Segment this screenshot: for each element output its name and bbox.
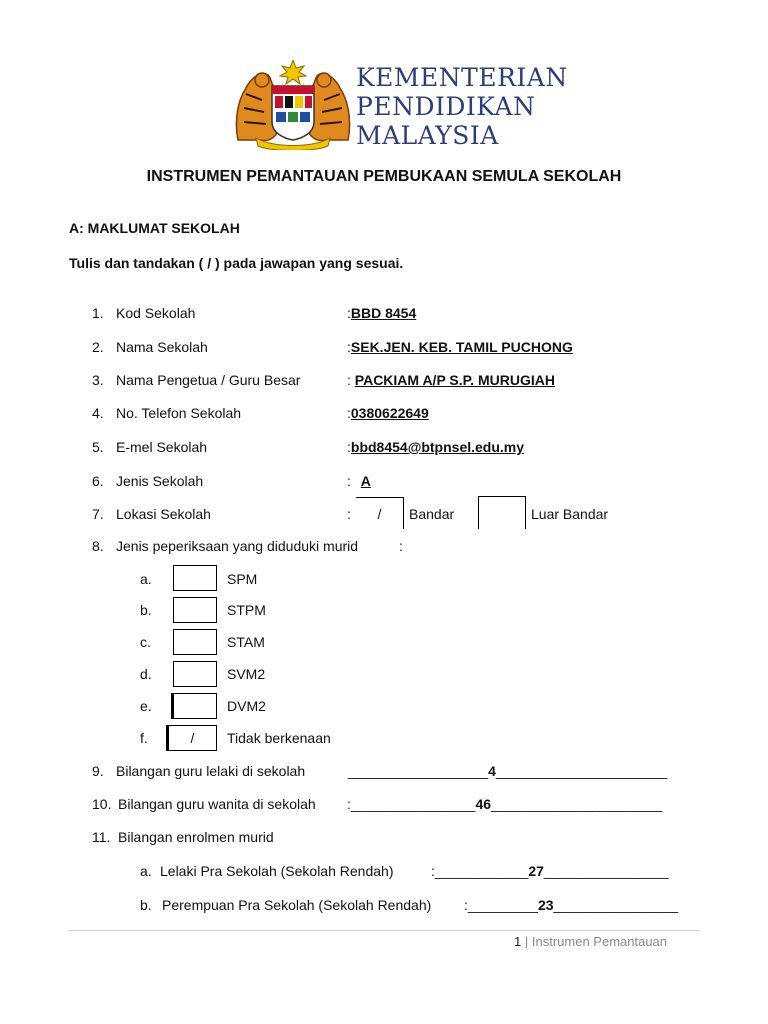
field-label: Lokasi Sekolah (116, 506, 211, 522)
field-label: Nama Pengetua / Guru Besar (116, 372, 301, 388)
checkbox-luar-bandar[interactable] (478, 496, 526, 529)
option-label-bandar: Bandar (409, 506, 455, 522)
field-label: E-mel Sekolah (116, 439, 208, 455)
option-label-luar-bandar: Luar Bandar (531, 506, 609, 522)
field-label: Bilangan guru lelaki di sekolah (116, 763, 306, 779)
footer-separator: | (524, 934, 529, 949)
field-label: Bilangan enrolmen murid (118, 829, 274, 845)
document-title: INSTRUMEN PEMANTAUAN PEMBUKAAN SEMULA SEKOLAH (146, 168, 622, 185)
page-footer (514, 934, 667, 949)
value-perempuan-pra-sekolah[interactable]: 23 (537, 897, 554, 913)
ministry-line-3: MALAYSIA (356, 121, 499, 150)
field-value-jenis[interactable]: A (360, 473, 371, 489)
checkbox-svm2[interactable] (173, 661, 217, 687)
field-label: Kod Sekolah (116, 305, 196, 321)
field-label: Jenis Sekolah (116, 473, 204, 489)
field-label: Jenis peperiksaan yang diduduki murid (116, 538, 359, 554)
field-label: Bilangan guru wanita di sekolah (118, 796, 316, 812)
checkbox-bandar[interactable]: / (356, 497, 404, 529)
ministry-line-1: KEMENTERIAN (356, 63, 568, 92)
field-label: No. Telefon Sekolah (116, 405, 242, 421)
field-value-emel[interactable]: bbd8454@btpnsel.edu.my (350, 439, 525, 455)
value-guru-wanita[interactable]: 46 (475, 796, 492, 812)
field-value-nama[interactable]: SEK.JEN. KEB. TAMIL PUCHONG (350, 339, 573, 355)
field-value-pengetua[interactable]: PACKIAM A/P S.P. MURUGIAH (354, 372, 555, 388)
shield-icon (272, 86, 314, 140)
instruction-text: Tulis dan tandakan ( / ) pada jawapan yang sesuai. (69, 255, 404, 271)
value-lelaki-pra-sekolah[interactable]: 27 (528, 863, 544, 879)
footer-divider (68, 930, 700, 931)
section-heading: A: MAKLUMAT SEKOLAH (69, 220, 240, 236)
page-number: 1 (514, 934, 522, 949)
footer-text: Instrumen Pemantauan (531, 934, 668, 949)
field-value-telefon[interactable]: 0380622649 (350, 405, 429, 421)
value-guru-lelaki[interactable]: 4 (488, 763, 496, 779)
checkbox-spm[interactable] (173, 565, 217, 591)
checkbox-dvm2[interactable] (171, 693, 217, 719)
field-row-lokasi: 7. Lokasi Sekolah : (92, 506, 351, 522)
checkbox-stpm[interactable] (173, 597, 217, 623)
checkbox-stam[interactable] (173, 629, 217, 655)
checkbox-tidak-berkenaan[interactable]: / (166, 725, 217, 751)
field-value-kod[interactable]: BBD 8454 (350, 305, 417, 321)
ministry-line-2: PENDIDIKAN (356, 92, 536, 121)
ministry-name (356, 64, 568, 151)
field-label: Nama Sekolah (116, 339, 208, 355)
